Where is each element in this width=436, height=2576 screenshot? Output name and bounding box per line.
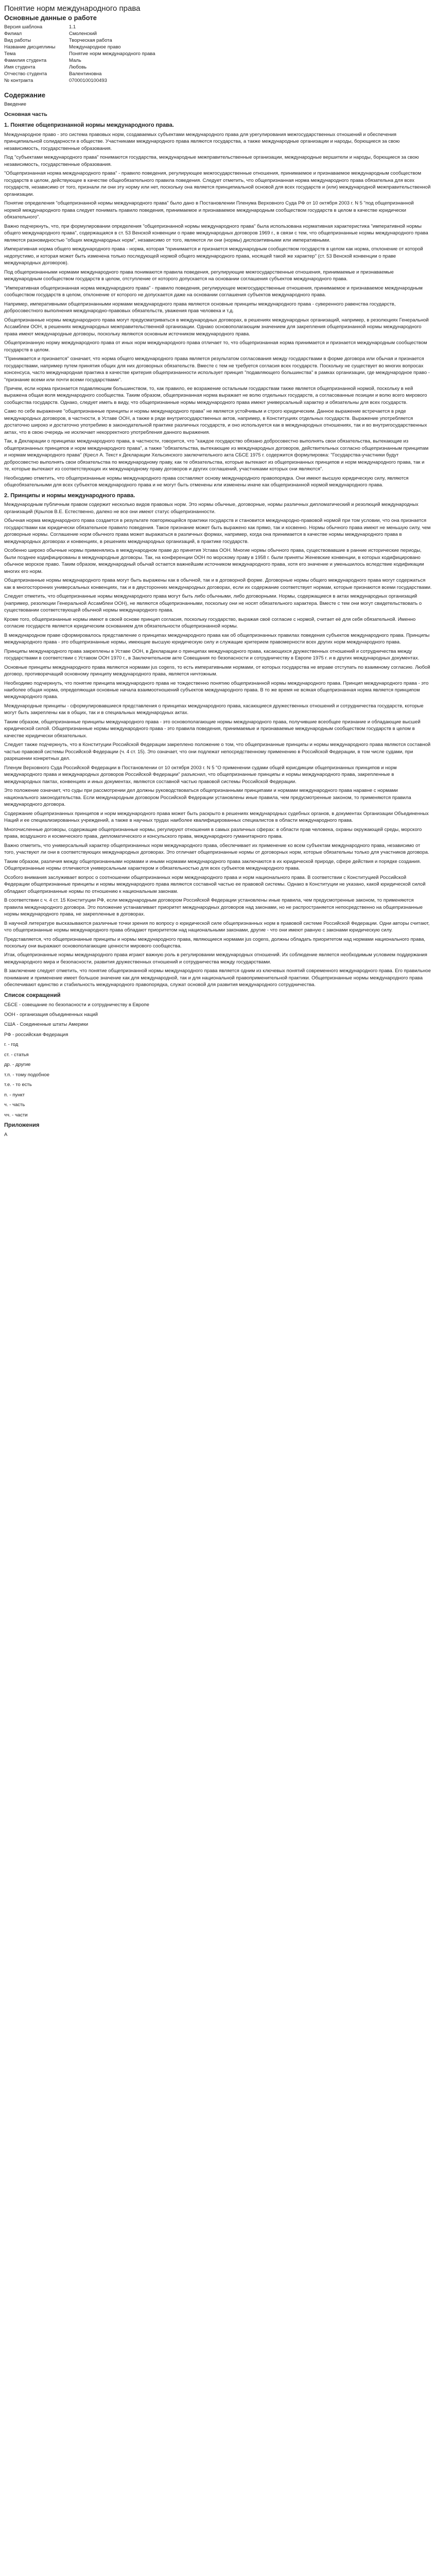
paragraph: РФ - российская Федерация [4,1031,68,1038]
section-2e-body [4,952,432,988]
paragraph: г. - год [4,1042,19,1048]
basic-data-key: Название дисциплины [4,44,56,50]
paragraph: СБСЕ - совещание по безопасности и сотрудничеству в Европе [4,1002,149,1008]
paragraph: Следует отметить, что общепризнанные нормы международного права могут быть либо обычными, либо договорными. Нормы, содержащиеся в актах международных организаций (например, резолюции Генеральной Ассамблеи ООН), не являются общепризнанными, поскольку они не носят обязательного характера. Вместе с тем они могут свидетельствовать о существовании соответствующей обычной нормы международного права. [4,594,422,614]
basic-data-row [4,37,159,44]
basic-data-table [4,24,159,84]
paragraph: "Общепризнанная норма международного права" - правило поведения, регулирующее межгосударственные отношения, принимаемое и признаваемое международным сообществом государств в целом, действующее в качестве общеобязательного правила поведения. Следует отметить, что общепризнанная норма международного права обязательна для всех государств, независимо от того, признали ли они эту норму или нет, поскольку она является принципиальной основой для всех государств и (или) международной межправительственной организации. [4,171,431,197]
basic-data-key: Имя студента [4,64,36,70]
document-page [0,0,436,1150]
paragraph: Причем, если норма признается подавляющим большинством, то, как правило, ее возражение остальным государствам также является общепризнанной нормой, поскольку в ней выражена общая воля международного сообщества. Таким образом, общепризнанная норма выражает не волю отдельных государств, а согласованные позиции и волю всего мирового сообщества государств. Однако, следует иметь в виду, что общепризнанные нормы международного права имеют универсальный характер и обязательны для всех государств. [4,385,427,405]
basic-data-row [4,64,159,71]
paragraph: Кроме того, общепризнанные нормы имеют в своей основе принцип согласия, поскольку государство, выражая своё согласие с нормой, считает её для себя обязательной. Именно согласие государств является юридическим основанием для обязательности общепризнанной нормы. [4,616,416,630]
basic-data-value: Международное право [69,44,121,50]
basic-data-key: Отчество студента [4,71,47,77]
basic-data-key: Тема [4,51,16,57]
paragraph: "Принимается и признается" означает, что норма общего международного права является результатом согласования между государствами в форме договора или обычая и признается государствами, например путем принятия общих для них договорных обязательств. Вместе с тем не требуется согласия всех государств. Поскольку не существует во многих вопросах консенсуса, часто международная практика в качестве критерия общепризнанности использует принцип "подавляющего большинства" в рамках организации, где международное право - "признание всеми или почти всеми государствами". [4,356,430,383]
contents-main-part: Основная часть [4,111,47,118]
paragraph: Таким образом, различия между общепризнанными нормами и иными нормами международного права заключаются в их юридической природе, сфере действия и порядке создания. Общепризнанные нормы отличаются универсальным характером и обязательностью для всех субъектов международного права. [4,858,421,872]
basic-data-row [4,24,159,30]
paragraph: Например, императивными общепризнанными нормами международного права являются основные принципы международного права - суверенного равенства государств, добросовестного выполнения международно-правовых обязательств, уважения прав человека и т.д. [4,301,396,314]
paragraph: чч. - части [4,1112,28,1118]
basic-data-row [4,30,159,37]
basic-data-value: Валентиновна [69,71,102,77]
paragraph: В научной литературе высказываются различные точки зрения по вопросу о юридической силе общепризнанных норм в правовой системе Российской Федерации. Одни авторы считают, что общепризнанные нормы международного права обладают приоритетом над национальными законами, другие - что они имеют равную с законами юридическую силу. [4,920,430,934]
basic-data-value: 07000100100493 [69,78,107,83]
basic-data-row [4,77,159,84]
paragraph: Следует также подчеркнуть, что в Конституции Российской Федерации закреплено положение о том, что общепризнанные принципы и нормы международного права являются составной частью правовой системы Российской Федерации (ч. 4 ст. 15). Это означает, что они подлежат непосредственному применению в Российской Федерации, в том числе судами, при разрешении конкретных дел. [4,742,431,762]
paragraph: "Императивная общепризнанная норма международного права" - правило поведения, регулирующее межгосударственные отношения, принимаемое и признаваемое международным сообществом государств в целом, отклонение от которого не допускается даже на основании соглашения субъектов международного права. [4,285,423,298]
section-2-body [4,501,432,630]
paragraph: Необходимо подчеркнуть, что понятие принципа международного права не тождественно понятию общепризнанной нормы международного права. Принцип международного права - это наиболее общая норма, определяющая основные начала взаимоотношений субъектов международного права. В то же время не всякая общепризнанная норма является принципом международного права. [4,680,429,700]
basic-data-row [4,71,159,77]
section-2d-body [4,826,432,950]
paragraph: Это положение означает, что суды при рассмотрении дел должны руководствоваться общепризнанными принципами и нормами международного права наравне с нормами национального законодательства. Если международным договором Российской Федерации установлены иные правила, чем предусмотренные законом, то применяются правила международного договора. [4,788,411,808]
paragraph: Пленум Верховного Суда Российской Федерации в Постановлении от 10 октября 2003 г. N 5 "О применении судами общей юрисдикции общепризнанных принципов и норм международного права и международных договоров Российской Федерации" разъяснил, что общепризнанные принципы и нормы международного права, закрепленные в международных пактах, конвенциях и иных документах, являются составной частью правовой системы Российской Федерации. [4,765,397,785]
paragraph: Международным публичным правом содержит несколько видов правовых норм. Это нормы обычные, договорные, нормы различных дипломатический и резолюций международных организаций (Крылов В.Е. Естественно, далеко не все они имеют статус общепризнанности. [4,502,418,515]
paragraph: Понятие определения "общепризнанной нормы международного права" было дано в Постановлении Пленума Верховного Суда РФ от 10 октября 2003 г. N 5 "под общепризнанной нормой международного права следует понимать правило поведения, принимаемое и признаваемое международным сообществом государств в целом в качестве юридически обязательного". [4,200,414,221]
paragraph: ч. - часть [4,1102,25,1108]
paragraph: ООН - организация объединенных наций [4,1011,98,1018]
appendix-label: А [4,1131,8,1138]
paragraph: В соответствии с ч. 4 ст. 15 Конституции РФ, если международным договором Российской Федерации установлены иные правила, чем предусмотренные законом, то применяются правила международного договора. Это положение устанавливает приоритет международных договоров над законами, но не распространяется непосредственно на общепризнанные нормы международного права, не закрепленные в договорах. [4,897,423,918]
basic-data-row [4,44,159,50]
paragraph: Содержание общепризнанных принципов и норм международного права может быть раскрыто в решениях международных судебных органов, в документах Организации Объединенных Наций и ее специализированных учреждений, а также в научных трудах наиболее квалифицированных специалистов в области международного права. [4,810,429,824]
section-2c-body [4,703,432,824]
paragraph: Итак, общепризнанные нормы международного права играют важную роль в регулировании международных отношений. Их соблюдение является необходимым условием поддержания международного мира и безопасности, развития дружественных отношений и сотрудничества между государствами. [4,952,427,965]
paragraph: п. - пункт [4,1092,25,1098]
basic-data-value: Понятие норм международного права [69,51,155,57]
paragraph: Международное право - это система правовых норм, создаваемых субъектами международного права для урегулирования межгосударственных отношений и обеспечения принципиальной солидарности в обществе. Участниками международного права являются государства, а также международные организации и народы, борющиеся за свою независимость, государственные образования. [4,132,400,151]
paragraph: Многочисленные договоры, содержащие общепризнанные нормы, регулируют отношения в самых различных сферах: в области прав человека, охраны окружающей среды, морского права, воздушного и космического права, дипломатического и консульского права, международного гуманитарного права. [4,826,422,840]
contents-heading: Содержание [4,91,46,99]
basic-data-value: Любовь [69,64,87,70]
paragraph: Само по себе выражение "общепризнанные принципы и нормы международного права" не является устойчивым и строго юридическим. Данное выражение встречается в ряде международных договоров, в частности, в Уставе ООН, а также в ряде внутригосударственных актов, например, в Конституциях отдельных государств. Выражение употребляется достаточно широко и достаточно употребимо в законодательной практике различных государств, и оно используется как в международных отношениях, так и во внутригосударственных актах, что в свою очередь не исключает некорректного употребления данного выражения. [4,409,427,435]
basic-data-key: Версия шаблона [4,24,43,30]
document-title: Понятие норм международного права [4,4,141,13]
paragraph: Общепризнанные нормы международного права могут быть выражены как в обычной, так и в договорной форме. Договорные нормы общего международного права могут содержаться как в многосторонних универсальных конвенциях, так и в двусторонних международных договорах, если их содержание соответствует нормам, которые признаются всеми государствами. [4,578,432,590]
paragraph: Основные принципы международного права являются нормами jus cogens, то есть императивными нормами, от которых государства не вправе отступать по взаимному согласию. Любой договор, противоречащий основному принципу международного права, является ничтожным. [4,664,430,677]
basic-data-row [4,50,159,57]
abbreviations-list [4,1002,432,1119]
section-1-body [4,131,432,489]
paragraph: ст. - статья [4,1052,29,1058]
paragraph: Представляется, что общепризнанные принципы и нормы международного права, являющиеся нормами jus cogens, должны обладать приоритетом над нормами национального права, поскольку они выражают основополагающие ценности мирового сообщества. [4,936,426,949]
basic-data-value: Творческая работа [69,38,112,43]
paragraph: Особенно широко обычные нормы применялись в международном праве до принятия Устава ООН. Многие нормы обычного права, существовавшие в ранние исторические периоды, были позднее кодифицированы в международные договоры. Так, на конференции ООН по морскому праву в 1958 г. были приняты Женевские конвенции, в которых кодифицировано обычное морское право. Таким образом, международный обычай остается важнейшим источником международного права, хотя его значение и уменьшилось вследствие кодификации многих его норм. [4,548,424,574]
paragraph: Общепризнанные нормы международного права могут предусматриваться в международных договорах, в решениях международных организаций, например, в резолюциях Генеральной Ассамблеи ООН, в решениях международных межправительственной организации. Однако основополагающим значением для закрепления общепризнанной нормы международного права имеют международные договоры, поскольку являются основным источником международного права. [4,317,429,337]
paragraph: Так, в Декларации о принципах международного права, в частности, говорится, что "каждое государство обязано добросовестно выполнять свои обязательства, вытекающие из общепризнанных принципов и норм международного права", а также "обязательства, вытекающие из международных договоров, действительных согласно общепризнанным принципам и нормам международного права" (Кресл А. Текст к Декларации Хельсинского заключительного акта СБСЕ 1975 г. содержится формулировка: "Государства-участники будут добросовестно выполнять свои обязательства по международному праву, как те обязательства, которые вытекают из общепризнанных принципов и норм международного права, так и те, которые вытекают из соответствующих их международному праву договоров и других соглашений, участниками которых они являются". [4,438,429,472]
paragraph: Принципы международного права закреплены в Уставе ООН, в Декларации о принципах международного права, касающихся дружественных отношений и сотрудничества между государствами в соответствии с Уставом ООН 1970 г., в Заключительном акте Совещания по безопасности и сотрудничеству в Европе 1975 г. и в других международных документах. [4,648,420,662]
section-1-title: 1. Понятие общепризнанной нормы международного права. [4,122,174,129]
appendix-heading: Приложения [4,1122,40,1129]
section-2-title: 2. Принципы и нормы международного права. [4,492,135,499]
basic-data-value: Маль [69,58,81,63]
paragraph: В заключение следует отметить, что понятие общепризнанной нормы международного права является одним из ключевых понятий современного международного права. Его правильное понимание и применение имеет большое значение как для международной, так и для национальной правоприменительной практики. Общепризнанные нормы международного права обеспечивают единство и стабильность международного правопорядка, служат основой для развития международного сотрудничества. [4,968,431,988]
basic-data-heading: Основные данные о работе [4,14,97,22]
paragraph: Необходимо отметить, что общепризнанные нормы международного права составляют основу международного правопорядка. Они имеют высшую юридическую силу, являются общеобязательными для всех субъектов международного права и не могут быть отменены или изменены иначе как общепризнанной нормой международного права. [4,475,409,488]
paragraph: Общепризнанную норму международного права от иных норм международного права отличает то, что общепризнанная норма принимается и признается международным сообществом государств в целом. [4,340,427,353]
paragraph: Таким образом, общепризнанные принципы международного права - это основополагающие нормы международного права, получившие всеобщее признание и обладающие высшей юридической силой. Общепризнанные нормы международного права - это правила поведения, принимаемые и признаваемые международным сообществом государств в целом в качестве юридически обязательных. [4,719,421,739]
paragraph: В международном праве сформировалось представление о принципах международного права как об общепризнанных правилах поведения субъектов международного права. Принципы международного права - это общепризнанные нормы, имеющие высшую юридическую силу и служащие критерием правомерности всех других норм международного права. [4,632,430,646]
paragraph: др. - другие [4,1062,31,1068]
paragraph: Под общепризнанными нормами международного права понимаются правила поведения, регулирующие межгосударственные отношения, принимаемые и признаваемые международным сообществом государств в целом, отступление от которого допускается на основании соглашения субъектов международного права. [4,269,394,282]
basic-data-key: Вид работы [4,38,31,43]
paragraph: США - Соединенные штаты Америки [4,1022,89,1028]
abbreviations-heading: Список сокращений [4,992,61,998]
paragraph: Под "субъектами международного права" понимаются государства, международные межправительственные организации, международные вершители и народы, борющиеся за свою независимость, государственные образования. [4,155,419,167]
paragraph: Обычная норма международного права создается в результате повторяющейся практики государств и становится международно-правовой нормой при том условии, что она признается государствами как юридически обязательное правило поведения. Такое признание может быть выражено как прямо, так и косвенно. Нормы обычного права имеют не меньшую силу, чем договорные нормы. Соглашение норм обычного права может выражаться в различных формах, например, когда она принимается в качестве нормы международного права в международных договорах и конвенциях, в решениях международных организаций, в практике государств. [4,518,431,545]
paragraph: т.п. - тому подобное [4,1072,50,1078]
contents-intro: Введение [4,101,27,107]
paragraph: Важно подчеркнуть, что, при формулировании определения "общепризнанной нормы международного права" была использована нормативная характеристика "императивной нормы общего международного права", содержащаяся в ст. 53 Венской конвенции о праве международных договоров 1969 г., в связи с тем, что общепризнанные нормы международного права являются разновидностью "общих международных норм", независимо от того, являются ли они (нормы) диспозитивными или императивными. [4,223,428,243]
basic-data-value: 1.1 [69,24,76,30]
basic-data-value: Смоленский [69,31,97,37]
paragraph: Важно отметить, что универсальный характер общепризнанных норм международного права, обеспечивает их применение ко всем субъектам международного права, независимо от того, участвуют ли они в соответствующих международных договорах. Это отличает общепризнанные нормы от договорных норм, которые обязательны только для участников договора. [4,842,429,856]
basic-data-row [4,57,159,64]
paragraph: Императивная норма общего международного права - норма, которая "принимается и признается международным сообществом государств в целом как норма, отклонение от которой недопустимо, и которая может быть изменена только последующей нормой общего международного права, носящей такой же характер" (ст. 53 Венской конвенции о праве международных договоров). [4,246,423,266]
basic-data-key: № контракта [4,78,33,83]
basic-data-key: Фамилия студента [4,58,47,63]
paragraph: Особого внимания заслуживает вопрос о соотношении общепризнанных норм международного права и норм национального права. В соответствии с Конституцией Российской Федерации общепризнанные принципы и нормы международного права являются составной частью ее правовой системы. Однако в Конституции не указано, какой юридической силой обладают общепризнанные нормы по отношению к национальным законам. [4,874,426,894]
basic-data-key: Филиал [4,31,22,37]
paragraph: Международные принципы - сформулировавшиеся представления о принципах международного права, касающиеся дружественных отношений и сотрудничества государств, которые могут быть закреплены как в общих, так и в специальных международных актах. [4,703,424,716]
section-2b-body [4,632,432,701]
paragraph: т.е. - то есть [4,1082,32,1088]
